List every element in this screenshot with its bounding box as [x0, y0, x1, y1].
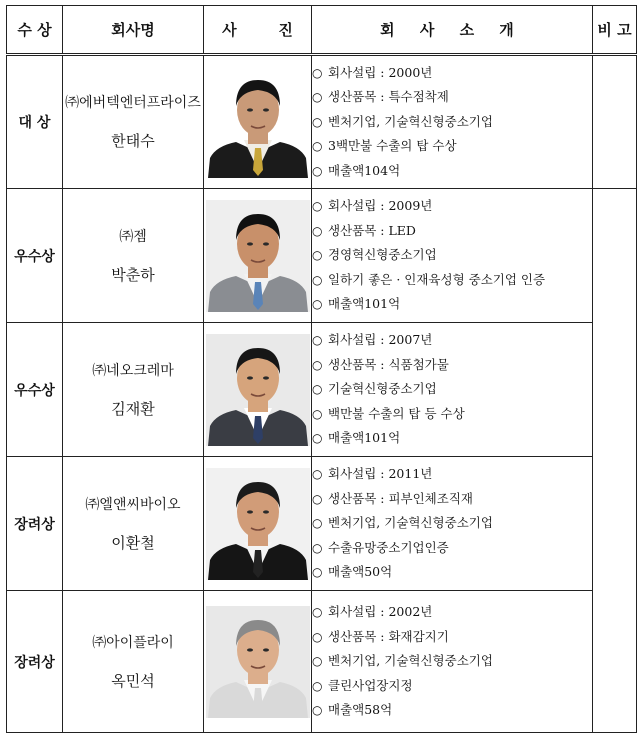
portrait-image: [206, 468, 310, 580]
intro-item: ○ 회사설립 : 2000년: [312, 61, 592, 86]
intro-item: ○ 일하기 좋은 · 인재육성형 중소기업 인증: [312, 268, 592, 293]
intro-item: ○ 생산품목 : 피부인체조직재: [312, 487, 592, 512]
portrait-figure: [206, 334, 310, 446]
company-name: ㈜네오크레마: [92, 362, 174, 379]
awards-sheet: [6, 5, 637, 733]
intro-item: ○ 수출유망중소기업인증: [312, 536, 592, 561]
company-cell: [63, 457, 204, 591]
intro-item: ○ 벤처기업, 기술혁신형중소기업: [312, 649, 592, 674]
photo-cell: [204, 55, 312, 189]
company-name: ㈜젬: [119, 228, 147, 245]
remark-cell: [593, 55, 637, 189]
intro-item: ○ 경영혁신형중소기업: [312, 243, 592, 268]
table-row: [7, 55, 637, 189]
remark-cell: [593, 189, 637, 733]
intro-item: ○ 벤처기업, 기술혁신형중소기업: [312, 110, 592, 135]
intro-item: ○ 매출액101억: [312, 292, 592, 317]
representative-name: 김재환: [111, 399, 155, 418]
intro-item: ○ 회사설립 : 2002년: [312, 600, 592, 625]
portrait-image: [206, 200, 310, 312]
company-intro: [312, 323, 593, 457]
intro-list: [312, 61, 592, 184]
award-grade: 장려상: [7, 457, 63, 591]
company-intro: [312, 189, 593, 323]
portrait-figure: [206, 468, 310, 580]
header-row: [7, 6, 637, 55]
intro-item: ○ 백만불 수출의 탑 등 수상: [312, 402, 592, 427]
intro-item: ○ 생산품목 : 화재감지기: [312, 625, 592, 650]
header-intro: 회 사 소 개: [312, 6, 593, 55]
company-cell: [63, 323, 204, 457]
company-name: ㈜아이플라이: [92, 634, 174, 651]
photo-cell: [204, 591, 312, 733]
photo-cell: [204, 323, 312, 457]
intro-item: ○ 매출액50억: [312, 560, 592, 585]
representative-name: 박춘하: [111, 265, 155, 284]
header-award: 수 상: [7, 6, 63, 55]
intro-item: ○ 회사설립 : 2011년: [312, 462, 592, 487]
intro-list: [312, 600, 592, 723]
intro-list: [312, 328, 592, 451]
intro-item: ○ 매출액104억: [312, 159, 592, 184]
award-grade: 대 상: [7, 55, 63, 189]
award-grade: 장려상: [7, 591, 63, 733]
award-grade: 우수상: [7, 189, 63, 323]
intro-item: ○ 생산품목 : LED: [312, 219, 592, 244]
intro-item: ○ 기술혁신형중소기업: [312, 377, 592, 402]
intro-list: [312, 194, 592, 317]
header-company: 회사명: [63, 6, 204, 55]
company-name: ㈜엘앤씨바이오: [85, 496, 181, 513]
portrait-image: [206, 66, 310, 178]
intro-item: ○ 클린사업장지정: [312, 674, 592, 699]
intro-item: ○ 회사설립 : 2007년: [312, 328, 592, 353]
company-cell: [63, 591, 204, 733]
intro-item: ○ 생산품목 : 특수점착제: [312, 85, 592, 110]
intro-list: [312, 462, 592, 585]
intro-item: ○ 벤처기업, 기술혁신형중소기업: [312, 511, 592, 536]
representative-name: 이환철: [111, 533, 155, 552]
intro-item: ○ 3백만불 수출의 탑 수상: [312, 134, 592, 159]
table-row: [7, 591, 637, 733]
portrait-image: [206, 334, 310, 446]
photo-cell: [204, 457, 312, 591]
portrait-image: [206, 606, 310, 718]
header-remark: 비 고: [593, 6, 637, 55]
company-name: ㈜에버텍엔터프라이즈: [65, 95, 201, 111]
award-grade: 우수상: [7, 323, 63, 457]
company-intro: [312, 591, 593, 733]
portrait-figure: [206, 606, 310, 718]
intro-item: ○ 회사설립 : 2009년: [312, 194, 592, 219]
company-intro: [312, 55, 593, 189]
company-cell: [63, 189, 204, 323]
portrait-figure: [206, 66, 310, 178]
representative-name: 옥민석: [111, 671, 155, 690]
intro-item: ○ 매출액58억: [312, 698, 592, 723]
table-row: [7, 323, 637, 457]
header-photo: 사 진: [204, 6, 312, 55]
awards-table: [6, 5, 637, 733]
representative-name: 한태수: [111, 132, 155, 150]
company-intro: [312, 457, 593, 591]
portrait-figure: [206, 200, 310, 312]
table-row: [7, 189, 637, 323]
company-cell: [63, 55, 204, 189]
photo-cell: [204, 189, 312, 323]
intro-item: ○ 매출액101억: [312, 426, 592, 451]
intro-item: ○ 생산품목 : 식품첨가물: [312, 353, 592, 378]
table-row: [7, 457, 637, 591]
